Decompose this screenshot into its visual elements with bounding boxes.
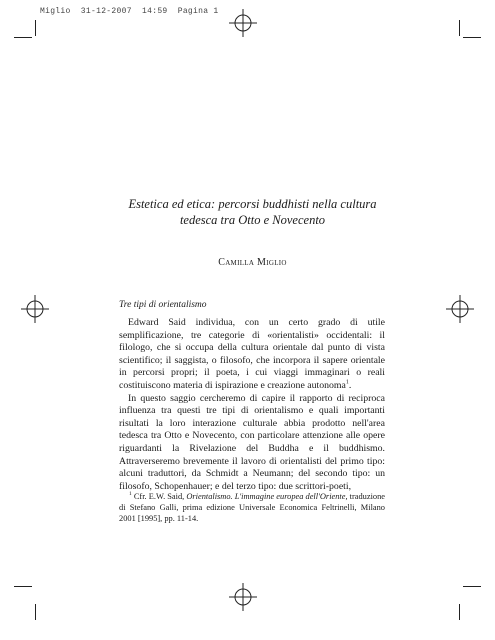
author-name: Camilla Miglio	[218, 257, 287, 268]
registration-mark-icon	[446, 295, 474, 323]
print-slug: Miglio 31-12-2007 14:59 Pagina 1	[40, 7, 219, 16]
footnote: $^1$ Cfr. E.W. Said, Orientalismo. L'immagine europea dell'Oriente, traduzione di Stefano Galli, prima edizione Universale Economica Feltrinelli, Milano 2001 [1995], pp. 11-14.	[119, 491, 386, 524]
crop-mark	[35, 20, 36, 36]
paragraph: In questo saggio cercheremo di capire il rapporto di reciproca influenza tra questi tre tipi di orientalismo e quali importanti risultati la loro interazione culturale abbia prodotto nell'area tedesca tra Otto e Novecento, con particolare attenzione alle opere riguardanti la Rivelazione del Buddha e il buddhismo. Attraverseremo brevemente il lavoro di orientalisti del primo tipo: alcuni traduttori, da Schmidt a Neumann; del secondo tipo: un filosofo, Schopenhauer; e del terzo tipo: due scrittori-poeti,	[119, 392, 385, 492]
cited-work: Orientalismo. L'immagine europea dell'Oriente	[186, 492, 346, 501]
crop-mark	[463, 586, 481, 587]
crop-mark	[459, 20, 460, 36]
crop-mark	[14, 586, 32, 587]
paragraph: Edward Said individua, con un certo grado di utile semplificazione, tre categorie di «orientalisti» occidentali: il filologo, che si occupa della cultura orientale dal punto di vista scientifico; il saggista, o filosofo, che incorpora il sapere orientale in percorsi propri; il poeta, i cui viaggi immaginari o reali costituiscono materia di ispirazione e creazione autonoma$^1$.	[119, 317, 385, 391]
crop-mark	[459, 604, 460, 620]
registration-mark-icon	[21, 295, 49, 323]
body-text	[119, 317, 385, 493]
crop-mark	[35, 604, 36, 620]
crop-mark	[463, 37, 481, 38]
registration-mark-icon	[229, 583, 257, 611]
section-heading: Tre tipi di orientalismo	[119, 300, 207, 310]
crop-mark	[14, 37, 32, 38]
registration-mark-icon	[229, 9, 257, 37]
footnote-ref[interactable]: 1	[345, 379, 349, 386]
article-title	[120, 196, 385, 228]
title-line: tedesca tra Otto e Novecento	[179, 213, 326, 227]
footnote-number: 1	[129, 491, 132, 498]
title-line: Estetica ed etica: percorsi buddhisti nella cultura	[128, 197, 377, 211]
